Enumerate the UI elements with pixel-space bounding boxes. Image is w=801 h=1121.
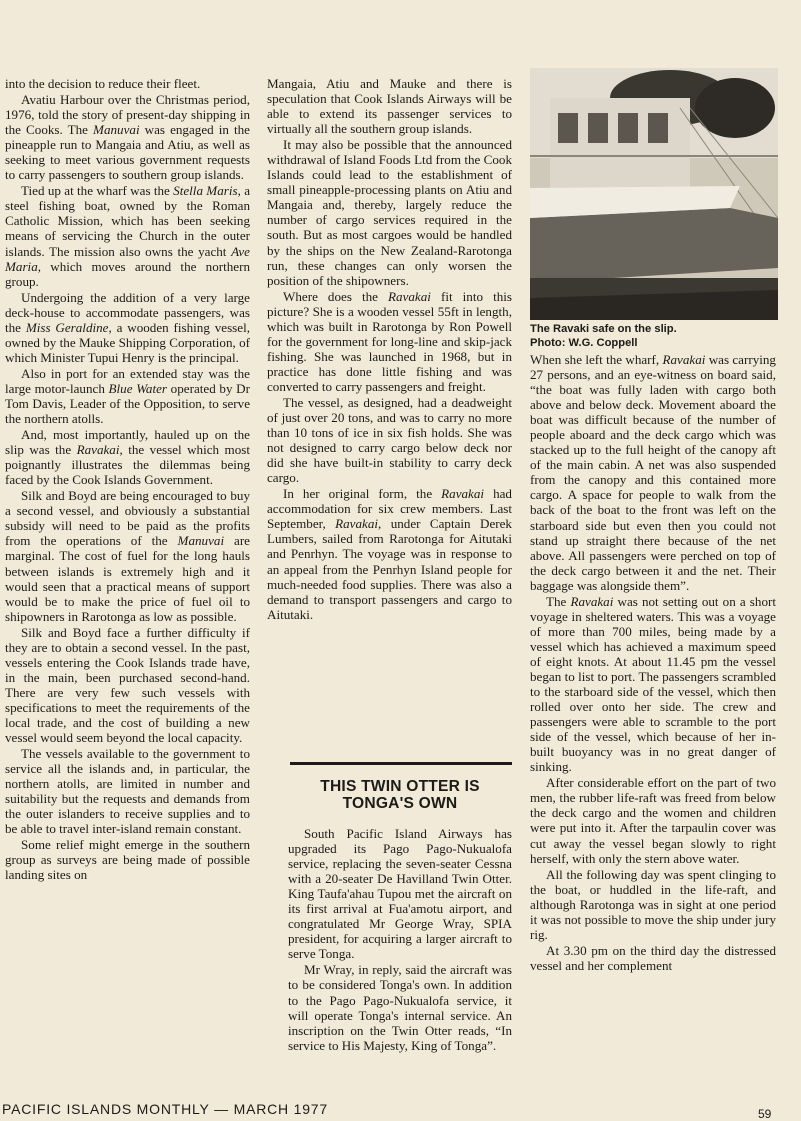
text-run: was carrying 27 persons, and an eye-witness on board said, “the boat was fully laden with cargo both above and below deck. Movement aboard the boat was difficult because of the number of people aboard and the deck cargo which was stacked up to the full height of the canopy aft of the main cabin. A net was also suspended from the canopy and this contained more cargo. A space for people to walk from the back of the boat to the front was left on the starboard side but even then you could not stand up straight there because of the net above. All passengers were perched on top of the deck cargo between it and the net. Their baggage was alongside them”. — [530, 352, 776, 593]
paragraph — [5, 76, 250, 91]
paragraph — [5, 183, 250, 288]
paragraph — [267, 395, 512, 485]
text-run: the vessel which most poignantly illustrates the dilemmas being faced by the Cook Islands Government. — [5, 442, 250, 488]
sidebar-headline: THIS TWIN OTTER IS TONGA'S OWN — [320, 778, 480, 812]
text-run: The vessel, as designed, had a deadweight of just over 20 tons, and was to carry no more than 10 tons of ice in six fish holds. She was not designed to carry cargo below deck nor did she have built-in stability to carry deck cargo. — [267, 394, 512, 486]
italic-text: Miss Geraldine, — [25, 319, 112, 335]
paragraph — [5, 746, 250, 836]
italic-text: Manuvai — [93, 122, 140, 138]
sidebar-divider — [290, 762, 512, 765]
text-run: a wooden fishing vessel, owned by the Mauke Shipping Corporation, of which Minister Tupui Henry is the principal. — [5, 319, 250, 365]
paragraph — [288, 962, 512, 1052]
text-run: The — [546, 593, 571, 609]
italic-text: Ravakai, — [76, 442, 123, 458]
paragraph — [530, 352, 776, 593]
text-run: Tied up at the wharf was the — [21, 183, 174, 199]
text-run: had accommodation for six crew members. Last September, — [267, 486, 512, 532]
article-column-3 — [530, 352, 776, 973]
text-run: The vessels available to the government to service all the islands and, in particular, the northern atolls, are limited in number and suitability but the requests and demands from the outer islanders to receive supplies and to be able to travel inter-island remain constant. — [5, 746, 250, 837]
paragraph — [288, 826, 512, 961]
text-run: Avatiu Harbour over the Christmas period, 1976, told the story of present-day shipping in the Cooks. The — [5, 92, 250, 138]
text-run: under Captain Derek Lumbers, sailed from Rarotonga for Aitutaki and Penrhyn. The voyage was in response to an appeal from the Penrhyn Island people for much-needed food supplies. There was also a demand to transport passengers and cargo to Aitutaki. — [267, 516, 512, 622]
text-run: a steel fishing boat, owned by the Roman Catholic Mission, which has been seeking means of servicing the Church in the outer islands. The mission also owns the yacht — [5, 183, 251, 259]
paragraph — [5, 837, 250, 882]
italic-text: Blue Water — [108, 380, 168, 396]
paragraph — [5, 92, 250, 182]
text-run: was not setting out on a short voyage in sheltered waters. This was a voyage of more than 700 miles, being made by a vessel which has achieved a maximum speed of eight knots. At about 11.45 pm the vessel began to list to port. The passengers scrambled to the starboard side of the vessel, which then rolled over onto her side. The crew and passengers were able to scramble to the port side of the vessel, which because of her in-built buoyancy was in no great danger of sinking. — [530, 593, 776, 775]
text-run: Some relief might emerge in the southern group as surveys are being made of possible landing sites on — [5, 837, 250, 883]
text-run: When she left the wharf, — [530, 352, 663, 367]
text-run: In her original form, the — [283, 486, 442, 502]
paragraph — [267, 289, 512, 394]
paragraph — [530, 775, 776, 865]
paragraph — [5, 625, 250, 745]
italic-text: Ravakai — [441, 486, 485, 502]
text-run: fit into this picture? She is a wooden vessel 55ft in length, which was built in Rarotonga by Ron Powell for the government for long-line and skip-jack fishing. She was launched in 1968, but in practice has done little fishing and was converted to carry passengers and freight. — [267, 288, 512, 394]
page-number: 59 — [758, 1107, 772, 1121]
italic-text: Ave Maria, — [5, 243, 250, 274]
text-run: At 3.30 pm on the third day the distressed vessel and her complement — [530, 942, 776, 973]
boat-on-slip-photo — [530, 68, 778, 320]
paragraph — [5, 290, 250, 365]
italic-text: Stella Maris, — [173, 183, 241, 199]
text-run: which moves around the northern group. — [5, 258, 250, 289]
photo-credit: Photo: W.G. Coppell — [530, 337, 638, 349]
italic-text: Ravakai — [388, 288, 431, 304]
paragraph — [267, 76, 512, 136]
text-run: And, most importantly, hauled up on the slip was the — [5, 427, 250, 458]
text-run: Mangaia, Atiu and Mauke and there is speculation that Cook Islands Airways will be able to extend its passenger services to virtually all the southern group islands. — [267, 76, 512, 137]
italic-text: Manuvai — [177, 533, 225, 549]
paragraph — [530, 594, 776, 775]
text-run: Silk and Boyd face a further difficulty if they are to obtain a second vessel. In the past, vessels entering the Cook Islands trade have, in the main, been purchased second-hand. There are very few such vessels with specifications to meet the requirements of the local trade, and the cost of building a new vessel would seem beyond the local capacity. — [5, 624, 250, 746]
text-run: into the decision to reduce their fleet. — [5, 76, 201, 91]
paragraph — [5, 427, 250, 487]
text-run: All the following day was spent clinging to the boat, or huddled in the life-raft, and although Rarotonga was in sight at one period it was not possible to move the ship under jury rig. — [530, 866, 776, 942]
paragraph — [267, 137, 512, 287]
sidebar-article — [288, 826, 512, 1053]
italic-text: Ravakai — [662, 352, 706, 367]
text-run: operated by Dr Tom Davis, Leader of the Opposition, to serve the northern atolls. — [5, 380, 250, 427]
text-run: Undergoing the addition of a very large deck-house to accommodate passengers, was the — [5, 289, 250, 335]
text-run: It may also be possible that the announced withdrawal of Island Foods Ltd from the Cook Islands could lead to the establishment of small pineapple-processing plants on Atiu and Mangaia and, thereby, largely reduce the number of cargo services required in the south. But as most cargoes would be handled by the ships on the New Zealand-Rarotonga run, these changes can only worsen the position of the shipowners. — [267, 137, 512, 288]
text-run: are marginal. The cost of fuel for the long hauls between islands is extremely high and it would seen that a practical means of support would be to make the price of fuel oil to shipowners in Rarotonga as low as possible. — [5, 533, 250, 624]
photo-caption-title: The Ravaki safe on the slip. — [530, 323, 677, 335]
text-run: After considerable effort on the part of two men, the rubber life-raft was freed from below the deck cargo and the women and children were put into it. After the tarpaulin cover was cut away the vessel began slowly to right herself, with only the stern above water. — [530, 775, 776, 866]
text-run: Silk and Boyd are being encouraged to buy a second vessel, and obviously a substantial subsidy will need to be paid as the profits from the operations of the — [5, 488, 250, 549]
photo-illustration — [530, 68, 778, 320]
italic-text: Ravakai — [570, 593, 614, 609]
article-column-2 — [267, 76, 512, 622]
italic-text: Ravakai, — [335, 516, 382, 532]
text-run: was engaged in the pineapple run to Mangaia and Atiu, as well as seeking to meet various government requests to carry passengers to southern group islands. — [5, 122, 250, 183]
paragraph — [5, 366, 250, 426]
footer-publication: PACIFIC ISLANDS MONTHLY — MARCH 1977 — [2, 1101, 328, 1117]
paragraph — [5, 488, 250, 623]
paragraph — [530, 943, 776, 973]
text-run: South Pacific Island Airways has upgraded its Pago Pago-Nukualofa service, replacing the seven-seater Cessna with a 20-seater De Havilland Twin Otter. King Taufa'ahau Tupou met the aircraft on its first arrival at Fua'amotu airport, and congratulated Mr George Wray, SPIA president, for acquiring a larger aircraft to serve Tonga. — [288, 826, 512, 962]
paragraph — [530, 867, 776, 942]
text-run: Where does the — [283, 288, 389, 304]
text-run: Mr Wray, in reply, said the aircraft was to be considered Tonga's own. In addition to the Pago Pago-Nukualofa service, it will operate Tonga's internal service. An inscription on the Twin Otter reads, “In service to His Majesty, King of Tonga”. — [288, 962, 512, 1053]
paragraph — [267, 486, 512, 621]
article-column-1 — [5, 76, 250, 882]
photo-caption — [530, 322, 778, 350]
text-run: Also in port for an extended stay was the large motor-launch — [5, 365, 250, 396]
